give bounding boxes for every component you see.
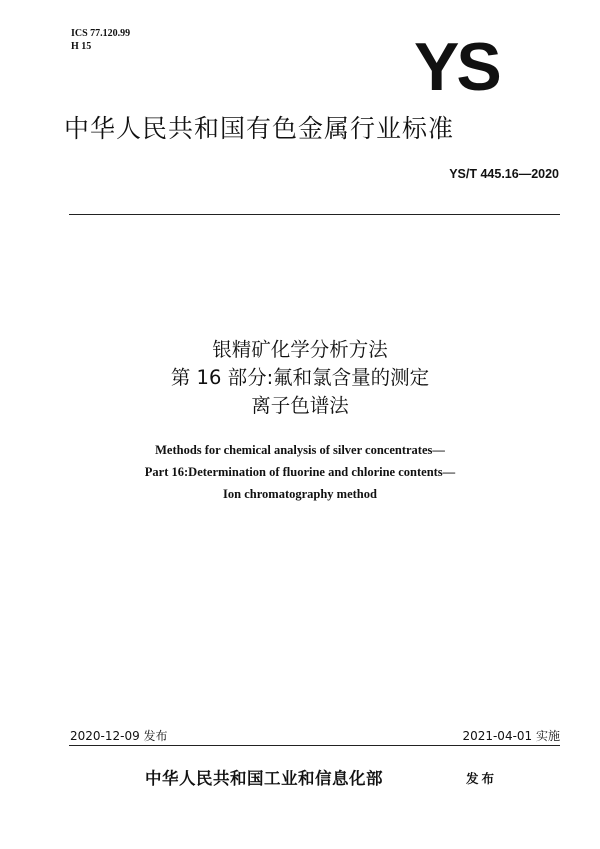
header-divider — [69, 214, 560, 215]
issuing-authority: 中华人民共和国工业和信息化部 — [145, 769, 383, 788]
english-title-line-1: Methods for chemical analysis of silver concentrates— — [155, 443, 445, 457]
ys-logo: YS — [414, 29, 499, 105]
english-title-line-2: Part 16:Determination of fluorine and chlorine contents— — [144, 465, 456, 479]
chinese-title-line-1: 银精矿化学分析方法 — [212, 338, 388, 361]
footer-divider — [69, 745, 560, 746]
standard-title: 中华人民共和国有色金属行业标准 — [64, 114, 455, 143]
chinese-title-line-3: 离子色谱法 — [251, 394, 349, 417]
ccs-code: H 15 — [71, 41, 92, 52]
release-date: 2020-12-09 发布 — [70, 729, 168, 743]
standard-number: YS/T 445.16—2020 — [449, 167, 559, 181]
english-title-line-3: Ion chromatography method — [223, 487, 377, 501]
classification-block — [71, 27, 130, 53]
ics-code: ICS 77.120.99 — [71, 28, 131, 39]
english-title — [0, 439, 600, 505]
implementation-date: 2021-04-01 实施 — [462, 729, 560, 743]
chinese-title-line-2: 第 16 部分:氟和氯含量的测定 — [170, 366, 430, 389]
issue-label: 发布 — [466, 771, 498, 786]
chinese-title — [0, 336, 600, 420]
